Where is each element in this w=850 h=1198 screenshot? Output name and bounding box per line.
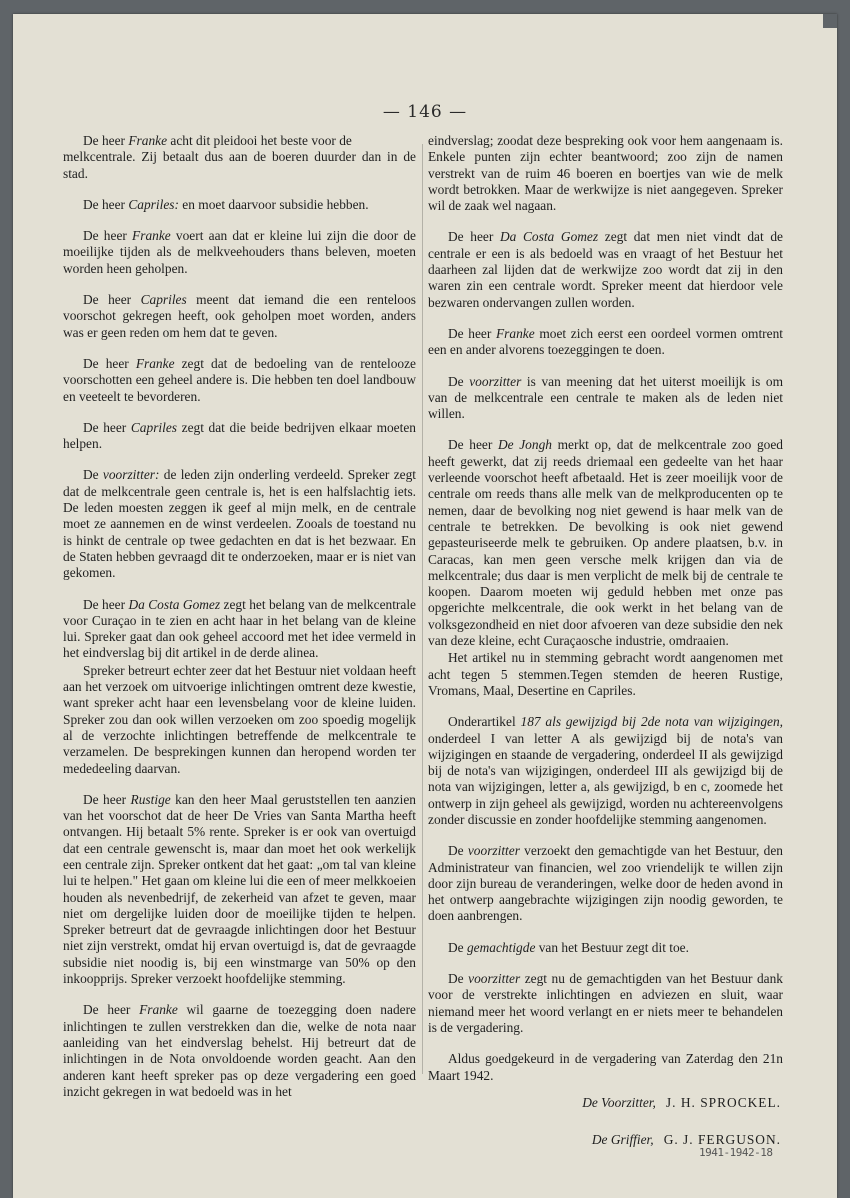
paragraph: Onderartikel 187 als gewijzigd bij 2de nota van wijzigingen, onderdeel I van letter A als gewijzigd bij de nota's van wijzigingen en staande de vergadering, onderdeel II als gewijzigd bij de nota's van wijzigingen, onderdeel III als gewijzigd bij de nota van wijzigingen, letter a, als gewijzigd, b en c, zoomede het ontwerp in zijn geheel als gewijzigd, worden nu achtereenvolgens zonder discussie en zonder hoofdelijke stemming aangenomen. [428, 714, 784, 827]
column-divider [422, 144, 423, 1074]
left-column [63, 133, 416, 1115]
paragraph: De heer De Jongh merkt op, dat de melkcentrale zoo goed heeft gewerkt, dat zij reeds driemaal een gedeelte van het haar verleende voorschot heeft afbetaald. Het is zeer moeilijk voor de centrale om reeds thans alle melk van de melkproducenten op te nemen, daar de bevolking nog niet gewend is haar melk van de centrale te betrekken. De bevolking is ook niet gewend gepasteuriseerde melk te gebruiken. Op andere plaatsen, b.v. in Caracas, kan men geen versche melk krijgen dan via de melkcentrale; dus daar is men verplicht de melk bij de centrale te koopen. Daarom moeten wij geduld hebben met onze pas opgerichte melkcentrale, die ook werkt in het belang van de volksgezondheid en niet door afvoeren van deze subsidie den nek van deze kleine, echt Curaçaosche industrie, omdraaien. [428, 437, 784, 649]
paragraph: De heer Da Costa Gomez zegt dat men niet vindt dat de centrale er een is als bedoeld was en vraagt of het Bestuur het daarheen zal lijden dat de werkwijze zoo wordt dat zij in den waren zin een centrale wordt. Spreker meent dat hierdoor vele bezwaren ondervangen zullen worden. [428, 229, 783, 310]
document-page [13, 14, 837, 1198]
paragraph: De heer Franke voert aan dat er kleine lui zijn die door de moeilijke tijden als de melkveehouders thans beleven, moeten worden heen geholpen. [63, 228, 416, 276]
paragraph: De heer Franke wil gaarne de toezegging doen nadere inlichtingen te zullen verstrekken dan die, welke de nota naar aanleiding van het eindverslag behelst. Hij betreurt dat de inlichtingen in de Nota onvoldoende worden geacht. Aan den anderen kant heeft spreker pas op deze vergadering een goed inzicht gekregen in wat bedoeld was in het [63, 1002, 416, 1099]
paragraph: melkcentrale. Zij betaalt dus aan de boeren duurder dan in de stad. [63, 149, 416, 181]
paragraph: De heer Franke moet zich eerst een oordeel vormen omtrent een en ander alvorens toezeggingen te doen. [428, 325, 783, 358]
right-column [428, 133, 783, 1166]
paragraph: De heer Capriles zegt dat die beide bedrijven elkaar moeten helpen. [63, 419, 416, 452]
left-first-line: De heer Franke acht dit pleidooi het beste voor de [83, 133, 352, 148]
paragraph: De heer Capriles meent dat iemand die een renteloos voorschot gekregen heeft, ook geholpen moet worden, anders was er geen reden om hem dat te geven. [63, 292, 416, 340]
page-number: — 146 — [382, 102, 468, 122]
paragraph: De voorzitter: de leden zijn onderling verdeeld. Spreker zegt dat de melkcentrale geen centrale is, het is een halfslachtig iets. De leden moesten zeggen ik geef al mijn melk, en de centrale moet ze aannemen en de winst verdeelen. Zooals de toestand nu is hinkt de centrale op twee gedachten en dat is het bezwaar. En de Staten hebben gevraagd dit te onderzoeken, maar er is niet van gekomen. [63, 467, 416, 581]
signature-clerk: De Griffier, G. J. FERGUSON. [591, 1131, 781, 1147]
paragraph: De voorzitter verzoekt den gemachtigde van het Bestuur, den Administrateur van financien, wel zoo vriendelijk te willen zijn door zijn bureau de veranderingen, welke door de heden avond in het ontwerp aangebrachte wijzigingen zijn noodig geworden, te doen aanbrengen. [428, 843, 783, 924]
paragraph: Aldus goedgekeurd in de vergadering van Zaterdag den 21n Maart 1942. [428, 1051, 783, 1083]
signature-chairman: De Voorzitter, J. H. SPROCKEL. [582, 1094, 781, 1110]
page-corner [823, 14, 837, 28]
paragraph: De heer Franke zegt dat de bedoeling van de rentelooze voorschotten een geheel andere is. Die hebben ten doel landbouw en veeteelt te bevorderen. [63, 355, 416, 404]
paragraph: De heer Rustige kan den heer Maal geruststellen ten aanzien van het voorschot dat de heer De Vries van Santa Martha heeft ontvangen. Hij betaalt 5% rente. Spreker is er ook van overtuigd dat een centrale gewenscht is, maar dan moet het ook werkelijk een centrale zijn. Spreker ontkent dat het gaat: „om tal van kleine lui te helpen." Het gaan om kleine lui die een of meer melkkoeien houden als nevenbedrijf, de zekerheid van afzet te geven, maar niet om dergelijke luiden door de moeilijke tijden te helpen. Spreker betreurt dat de gevraagde inlichtingen door het Bestuur niet zijn verstrekt, omdat hij ervan overtuigd is, dat de gevraagde subsidie niet noodig is, bij een winstmarge van 50% op den inkoopprijs. Spreker verzoekt hoofdelijke stemming. [63, 791, 416, 987]
archive-stamp: 1941-1942-18 [699, 1146, 773, 1159]
paragraph: De gemachtigde van het Bestuur zegt dit toe. [448, 939, 689, 955]
paragraph: De heer Da Costa Gomez zegt het belang van de melkcentrale voor Curaçao in te zien en acht haar in het belang van de kleine lui. Spreker gaat dan ook geheel accoord met het idee vermeld in het eindverslag bij dit artikel in de derde alinea. [63, 596, 416, 661]
paragraph: Het artikel nu in stemming gebracht wordt aangenomen met acht tegen 5 stemmen.Tegen stemden de heeren Rustige, Vromans, Maal, Desertine en Capriles. [428, 650, 783, 698]
paragraph: De voorzitter zegt nu de gemachtigden van het Bestuur dank voor de verstrekte inlichtingen en adviezen en sluit, waar niemand meer het woord verlangt en er niets meer te behandelen is de vergadering. [428, 971, 783, 1035]
paragraph: Spreker betreurt echter zeer dat het Bestuur niet voldaan heeft aan het verzoek om uitvoerige inlichtingen omtrent deze kwestie, want spreker acht haar een levensbelang voor de kleine luiden. Spreker zou dan ook willen verzoeken om zoo spoedig mogelijk al de verzochte inlichtingen betreffende de melkcentrale te verzamelen. De besprekingen kunnen dan heropend worden ter mededeeling daarvan. [63, 662, 416, 776]
paragraph: De heer Capriles: en moet daarvoor subsidie hebben. [83, 196, 369, 212]
paragraph: eindverslag; zoodat deze bespreking ook voor hem aangenaam is. Enkele punten zijn echter beantwoord; zoo zijn de namen verstrekt van de ruim 46 boeren en boertjes van wie de melk wordt betrokken. Maar de werkwijze is niet aangegeven. Spreker wil de zaak wel nagaan. [428, 133, 783, 214]
paragraph: De voorzitter is van meening dat het uiterst moeilijk is om van de melkcentrale een centrale te maken als de leden niet willen. [428, 373, 783, 422]
